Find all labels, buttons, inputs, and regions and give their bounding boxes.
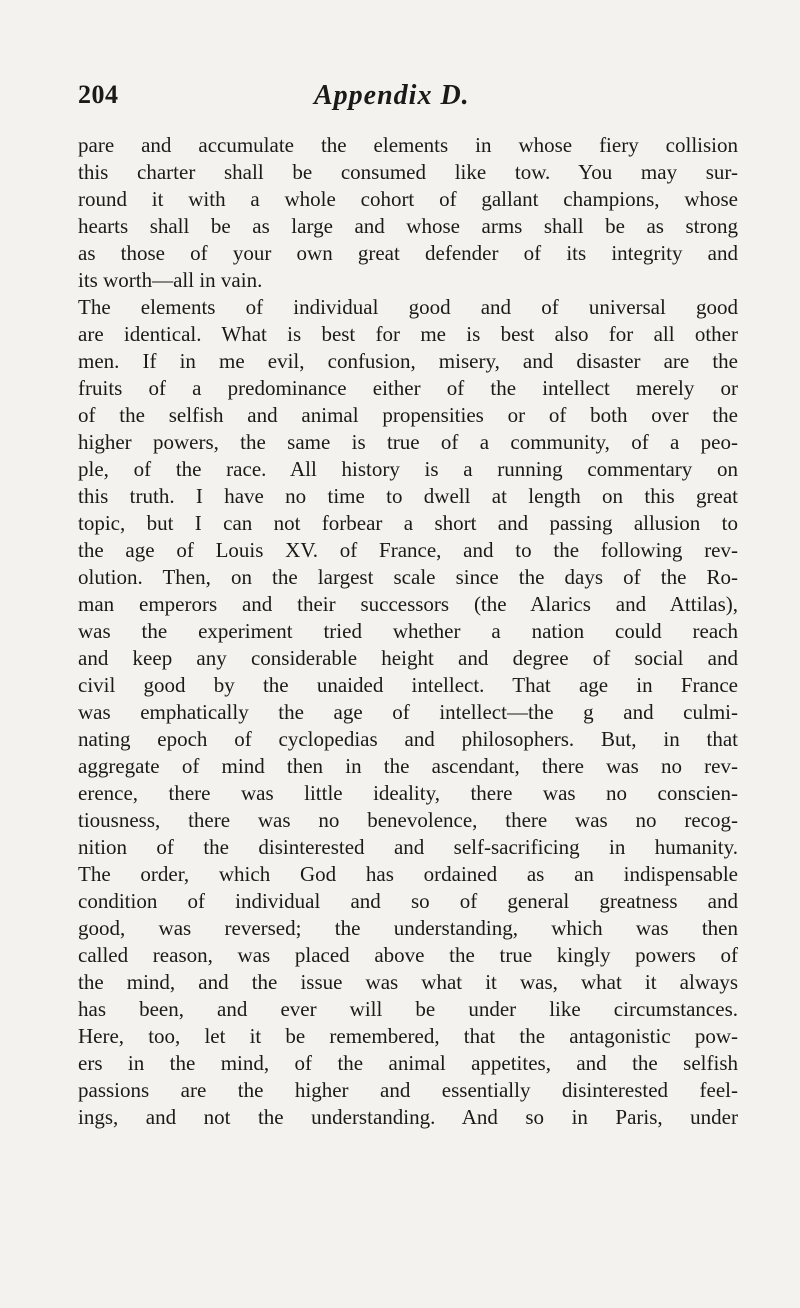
text-line: its worth—all in vain. — [78, 268, 263, 292]
text-line: the age of Louis XV. of France, and to the following rev- — [78, 538, 738, 562]
text-line: this charter shall be consumed like tow. You may sur- — [78, 160, 738, 184]
text-line: ers in the mind, of the animal appetites, and the selfish — [78, 1051, 738, 1075]
text-line: ings, and not the understanding. And so in Paris, under — [78, 1105, 738, 1129]
text-line: the mind, and the issue was what it was, what it always — [78, 970, 738, 994]
text-line: and keep any considerable height and degree of social and — [78, 646, 738, 670]
running-head: Appendix D. — [314, 80, 470, 111]
text-line: of the selfish and animal propensities or of both over the — [78, 403, 738, 427]
text-line: The elements of individual good and of universal good — [78, 295, 738, 319]
page-header — [78, 80, 728, 120]
text-line: nating epoch of cyclopedias and philosophers. But, in that — [78, 727, 738, 751]
text-line: has been, and ever will be under like circumstances. — [78, 997, 738, 1021]
text-line: Here, too, let it be remembered, that the antagonistic pow- — [78, 1024, 738, 1048]
text-line: hearts shall be as large and whose arms shall be as strong — [78, 214, 738, 238]
text-line: nition of the disinterested and self-sacrificing in humanity. — [78, 835, 738, 859]
body-text — [78, 132, 738, 1131]
text-line: higher powers, the same is true of a community, of a peo- — [78, 430, 738, 454]
text-line: ple, of the race. All history is a running commentary on — [78, 457, 738, 481]
text-line: condition of individual and so of general greatness and — [78, 889, 738, 913]
text-line: topic, but I can not forbear a short and passing allusion to — [78, 511, 738, 535]
text-line: as those of your own great defender of its integrity and — [78, 241, 738, 265]
text-line: was the experiment tried whether a nation could reach — [78, 619, 738, 643]
text-line: are identical. What is best for me is best also for all other — [78, 322, 738, 346]
text-line: good, was reversed; the understanding, which was then — [78, 916, 738, 940]
text-line: tiousness, there was no benevolence, there was no recog- — [78, 808, 738, 832]
page-number: 204 — [78, 80, 119, 109]
text-line: this truth. I have no time to dwell at length on this great — [78, 484, 738, 508]
text-line: men. If in me evil, confusion, misery, and disaster are the — [78, 349, 738, 373]
text-line: was emphatically the age of intellect—the g and culmi- — [78, 700, 738, 724]
text-line: aggregate of mind then in the ascendant, there was no rev- — [78, 754, 738, 778]
text-line: pare and accumulate the elements in whose fiery collision — [78, 133, 738, 157]
text-line: man emperors and their successors (the Alarics and Attilas), — [78, 592, 738, 616]
text-line: called reason, was placed above the true kingly powers of — [78, 943, 738, 967]
text-line: passions are the higher and essentially disinterested feel- — [78, 1078, 738, 1102]
text-line: fruits of a predominance either of the intellect merely or — [78, 376, 738, 400]
text-line: olution. Then, on the largest scale since the days of the Ro- — [78, 565, 738, 589]
text-line: erence, there was little ideality, there was no conscien- — [78, 781, 738, 805]
text-line: civil good by the unaided intellect. That age in France — [78, 673, 738, 697]
text-line: The order, which God has ordained as an indispensable — [78, 862, 738, 886]
text-line: round it with a whole cohort of gallant champions, whose — [78, 187, 738, 211]
